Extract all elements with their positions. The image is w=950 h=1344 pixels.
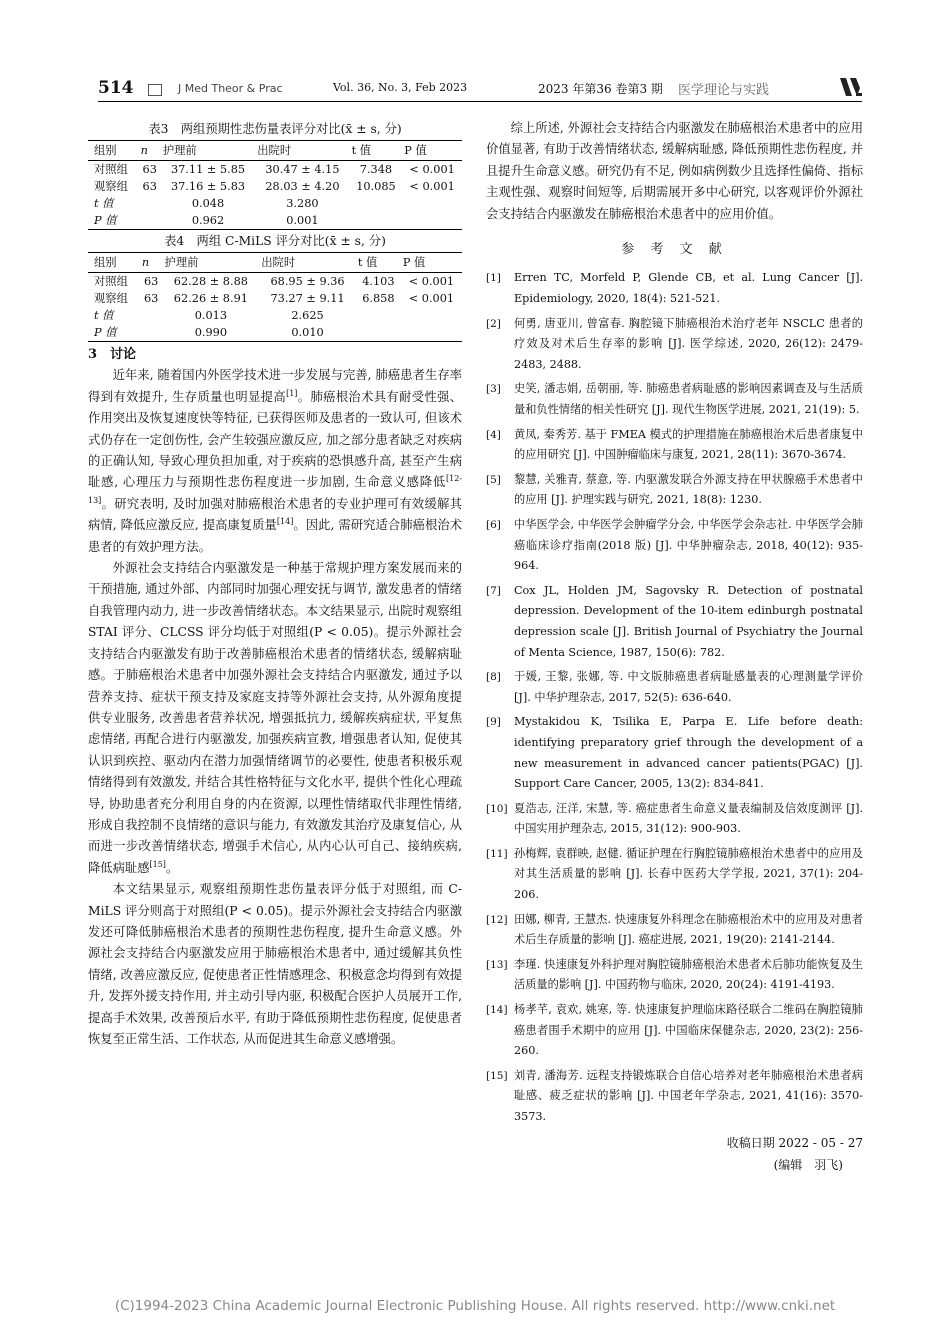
table-header-row — [88, 253, 462, 273]
table-cell: 10.085 — [356, 180, 396, 193]
table-header-cell: P 值 — [401, 253, 462, 273]
reference-number: [13] — [486, 958, 508, 971]
table3 — [88, 140, 462, 230]
table-row — [88, 195, 462, 212]
table-header-cell: 组别 — [88, 253, 140, 273]
table-cell — [139, 212, 161, 230]
table-header-cell: 出院时 — [255, 141, 349, 161]
table-cell: 73.27 ± 9.11 — [270, 292, 345, 305]
reference-text: Mystakidou K, Tsilika E, Parpa E. Life before death: identifying preparatory grief through the development of a new measurement in advanced cancer patients(PGAC) [J]. Support Care Cancer, 2005, 13(2): 834-841. — [514, 715, 863, 791]
table-row — [88, 324, 462, 342]
reference-list — [486, 268, 863, 1127]
table-cell: 2.625 — [291, 309, 324, 322]
reference-item — [486, 581, 863, 663]
table-cell: 30.47 ± 4.15 — [265, 163, 340, 176]
paragraph-text: 。因此, 需研究适合肺癌根治术患者的有效护理方法。 — [88, 518, 462, 554]
table-cell: 37.16 ± 5.83 — [170, 180, 246, 193]
editor-note: (编辑 羽飞) — [773, 1157, 843, 1172]
table-row — [88, 212, 462, 230]
table-cell: 28.03 ± 4.20 — [265, 180, 340, 193]
reference-text: 何勇, 唐亚川, 曾富春. 胸腔镜下肺癌根治术治疗老年 NSCLC 患者的疗效及对术后生存率的影响 [J]. 医学综述, 2020, 26(12): 2479-2483, 2488. — [514, 316, 863, 371]
reference-number: [7] — [486, 584, 501, 597]
table-cell: 62.28 ± 8.88 — [173, 275, 248, 288]
reference-text: 夏浩志, 汪洋, 宋慧, 等. 癌症患者生命意义量表编制及信效度测评 [J]. 中国实用护理杂志, 2015, 31(12): 900-903. — [514, 801, 863, 836]
reference-item — [486, 844, 863, 906]
reference-number: [4] — [486, 428, 501, 441]
reference-text: 李瑾. 快速康复外科护理对胸腔镜肺癌根治术患者术后肺功能恢复及生活质量的影响 [J]. 中国药物与临床, 2020, 20(24): 4191-4193. — [514, 957, 863, 992]
table-row — [88, 161, 462, 179]
reference-text: 刘青, 潘海芳. 远程支持锻炼联合自信心培养对老年肺癌根治术患者病耻感、疲乏症状的影响 [J]. 中国老年学杂志, 2021, 41(16): 3570-3573. — [514, 1068, 863, 1123]
table-cell: 6.858 — [362, 292, 395, 305]
section-heading-discussion: 3 讨论 — [88, 347, 137, 362]
table-cell: 63 — [144, 292, 159, 305]
table-cell: 观察组 — [94, 180, 128, 193]
table-header-row — [88, 141, 462, 161]
table-cell: 对照组 — [94, 275, 128, 288]
references-heading: 参 考 文 献 — [621, 242, 728, 258]
table-cell: P 值 — [88, 212, 139, 230]
table-cell: 62.26 ± 8.91 — [173, 292, 248, 305]
reference-item — [486, 955, 863, 996]
table-cell — [140, 324, 163, 342]
table-cell: 对照组 — [94, 163, 128, 176]
volume-en: Vol. 36, No. 3, Feb 2023 — [333, 81, 468, 94]
table-cell: t 值 — [94, 309, 114, 322]
table-cell — [402, 195, 462, 212]
reference-item — [486, 314, 863, 376]
reference-number: [8] — [486, 671, 501, 684]
right-column — [486, 118, 863, 1176]
table4-caption: 表4 两组 C-MiLS 评分对比(x̄ ± s, 分) — [164, 234, 386, 248]
table-header-cell: t 值 — [350, 141, 403, 161]
reference-number: [11] — [486, 847, 508, 860]
square-icon — [148, 84, 162, 96]
table-header-cell: P 值 — [402, 141, 462, 161]
table-row — [88, 307, 462, 324]
reference-text: 孙梅辉, 袁群映, 赵健. 循证护理在行胸腔镜肺癌根治术患者中的应用及对其生活质量的影响 [J]. 长春中医药大学学报, 2021, 37(1): 204-206. — [514, 846, 863, 902]
citation: [12-13] — [88, 474, 462, 505]
table-cell: 7.348 — [359, 163, 393, 176]
table-row — [88, 273, 462, 291]
discussion-paragraph-2 — [88, 558, 462, 879]
table-cell — [402, 212, 462, 230]
table-cell: 63 — [142, 163, 157, 176]
journal-name-en: J Med Theor & Prac — [178, 82, 283, 95]
table-header-cell: 组别 — [88, 141, 139, 161]
reference-number: [3] — [486, 383, 501, 396]
table-cell: 63 — [142, 180, 157, 193]
left-column — [88, 118, 462, 1050]
paragraph-text: 外源社会支持结合内驱激发是一种基于常规护理方案发展而来的干预措施, 通过外部、内部同时加强心理安抚与调节, 激发患者的情绪自我管理内动力, 进一步改善情绪状态。本文结果显示, 出院时观察组 STAI 评分、CLCSS 评分均低于对照组(P < 0.05)。提示外源社会支持结合内驱激发有助于改善肺癌根治术患者的情绪状态, 缓解病耻感。于肺癌根治术患者中加强外源社会支持结合内驱激发, 通过予以营养支持、症状干预支持及家庭支持等外源社会支持, 从外源角度提供专业服务, 改善患者营养状况, 增强抵抗力, 缓解疾病症状, 平复焦虑情绪, 再配合进行内驱激发, 加强疾病宣教, 增强患者认知, 促使其认识到疾控、驱动内在潜力加强情绪调节的必要性, 使患者积极乐观情绪得到有效激发, 并结合其性格特征与文化水平, 提供个性化心理疏导, 协助患者充分利用自身的内在资源, 以理性情绪取代非理性情绪, 形成自我控制不良情绪的意识与能力, 有效激发其治疗及康复信心, 从而进一步改善情绪状态, 增强手术信心, 从内心认可自己、接纳疾病, 降低病耻感 — [88, 561, 462, 875]
reference-number: [12] — [486, 913, 508, 926]
table-cell — [139, 195, 161, 212]
reference-text: 田娜, 柳青, 王慧杰. 快速康复外科理念在肺癌根治术中的应用及对患者术后生存质量的影响 [J]. 癌症进展, 2021, 19(20): 2141-2144. — [514, 912, 863, 947]
reference-item — [486, 712, 863, 794]
reference-number: [1] — [486, 272, 501, 285]
page-number: 514 — [98, 78, 134, 98]
discussion-paragraph-1 — [88, 365, 462, 558]
table-cell: 4.103 — [362, 275, 395, 288]
table-cell — [350, 195, 403, 212]
table-cell: < 0.001 — [408, 275, 455, 288]
table-cell: < 0.001 — [409, 180, 455, 193]
reference-item — [486, 1000, 863, 1062]
reference-item — [486, 910, 863, 951]
table-cell: 0.001 — [255, 212, 349, 230]
volume-cn: 2023 年第36 卷第3 期 — [538, 82, 663, 96]
table-cell — [401, 307, 462, 324]
citation: [1] — [286, 388, 298, 398]
table-cell: t 值 — [94, 197, 114, 210]
reference-text: 史笑, 潘志娟, 岳朝丽, 等. 肺癌患者病耻感的影响因素调查及与生活质量和负性情绪的相关性研究 [J]. 现代生物医学进展, 2021, 21(19): 5. — [514, 382, 863, 416]
table-cell: 观察组 — [94, 292, 128, 305]
reference-text: 于媛, 王黎, 张娜, 等. 中文版肺癌患者病耻感量表的心理测量学评价 [J]. 中华护理杂志, 2017, 52(5): 636-640. — [514, 670, 863, 704]
paragraph-text: 近年来, 随着国内外医学技术进一步发展与完善, 肺癌患者生存率得到有效提升, 生存质量也明显提高 — [88, 368, 462, 404]
reference-item — [486, 268, 863, 309]
table-header-cell: 护理前 — [161, 141, 255, 161]
reference-item — [486, 1066, 863, 1128]
table-header-cell: n — [140, 253, 163, 273]
paragraph-text: 。研究表明, 及时加强对肺癌根治术患者的专业护理可有效缓解其病情, 降低应激反应, 提高康复质量 — [88, 496, 462, 533]
citation: [15] — [149, 859, 166, 869]
table-cell: 0.013 — [194, 309, 228, 322]
reference-item — [486, 667, 863, 708]
table-cell: 0.990 — [163, 324, 260, 342]
table-header-cell: 出院时 — [259, 253, 356, 273]
table3-caption: 表3 两组预期性悲伤量表评分对比(x̄ ± s, 分) — [148, 122, 402, 136]
table-cell: 0.010 — [259, 324, 356, 342]
journal-name-cn: 医学理论与实践 — [678, 83, 770, 98]
reference-number: [14] — [486, 1004, 508, 1017]
table-cell — [401, 324, 462, 342]
table-cell: 3.280 — [286, 197, 319, 210]
reference-number: [6] — [486, 518, 501, 531]
reference-item — [486, 470, 863, 511]
conclusion-paragraph: 综上所述, 外源社会支持结合内驱激发在肺癌根治术患者中的应用价值显著, 有助于改善情绪状态, 缓解病耻感, 降低预期性悲伤程度, 并且提升生命意义感。研究仍有不足, 例如病例数少且选择性偏倚、指标主观性强、观察时间短等, 后期需展开多中心研究, 以客观评价外源社会支持结合内驱激发在肺癌根治术患者中的应用价值。 — [486, 121, 863, 221]
table-row — [88, 290, 462, 307]
reference-text: 杨孝芊, 袁欢, 姚寒, 等. 快速康复护理临床路径联合二维码在胸腔镜肺癌患者围手术期中的应用 [J]. 中国临床保健杂志, 2020, 23(2): 256-260. — [514, 1003, 863, 1058]
table-header-cell: n — [139, 141, 161, 161]
reference-item — [486, 799, 863, 840]
reference-number: [5] — [486, 473, 501, 486]
table-cell — [140, 307, 163, 324]
table-cell: 0.048 — [191, 197, 225, 210]
citation: [14] — [276, 517, 294, 527]
reference-item — [486, 425, 863, 466]
table-cell: 37.11 ± 5.85 — [170, 163, 246, 176]
copyright-footer: (C)1994-2023 China Academic Journal Electronic Publishing House. All rights reserved. http://www.cnki.net — [114, 1298, 836, 1314]
reference-item — [486, 379, 863, 420]
reference-text: 中华医学会, 中华医学会肿瘤学分会, 中华医学会杂志社. 中华医学会肺癌临床诊疗指南(2018 版) [J]. 中华肿瘤杂志, 2018, 40(12): 935-964. — [514, 517, 863, 573]
table-cell: 0.962 — [161, 212, 255, 230]
table-cell: < 0.001 — [408, 292, 455, 305]
received-date: 收稿日期 2022 - 05 - 27 — [726, 1135, 863, 1150]
table-row — [88, 178, 462, 195]
reference-text: Cox JL, Holden JM, Sagovsky R. Detection of postnatal depression. Development of the 10-item edinburgh postnatal depression scale [J]. British Journal of Psychiatry the Journal of Menta Science, 1987, 150(6): 782. — [514, 583, 863, 659]
running-header — [98, 78, 862, 100]
reference-text: 黎慧, 关雅青, 蔡意, 等. 内驱激发联合外源支持在甲状腺癌手术患者中的应用 [J]. 护理实践与研究, 2021, 18(8): 1230. — [514, 472, 863, 507]
table-cell: 63 — [144, 275, 159, 288]
reference-number: [15] — [486, 1069, 508, 1082]
table-header-cell: 护理前 — [163, 253, 260, 273]
table-header-cell: t 值 — [356, 253, 401, 273]
table-cell — [356, 324, 401, 342]
journal-logo-icon — [838, 76, 862, 98]
paragraph-text: 。 — [165, 860, 179, 875]
discussion-paragraph-3: 本文结果显示, 观察组预期性悲伤量表评分低于对照组, 而 C-MiLS 评分则高于对照组(P < 0.05)。提示外源社会支持结合内驱激发还可降低肺癌根治术患者的预期性悲伤程度, 提升生命意义感。外源社会支持结合内驱激发应用于肺癌根治术患者中, 通过缓解其负性情绪, 改善应激反应, 促使患者正性情感理念、积极意念均得到有效提升, 发挥外援支持作用, 并主动引导内驱, 积极配合医护人员展开工作, 提高手术效果, 改善预后水平, 有助于降低预期性悲伤程度, 促使患者恢复至正常生活、工作状态, 从而促进其生命意义感增强。 — [88, 882, 462, 1046]
reference-text: Erren TC, Morfeld P, Glende CB, et al. Lung Cancer [J]. Epidemiology, 2020, 18(4): 521-521. — [514, 271, 863, 306]
table-cell — [350, 212, 403, 230]
table-cell — [356, 307, 401, 324]
reference-number: [2] — [486, 317, 501, 330]
reference-number: [9] — [486, 716, 501, 729]
reference-number: [10] — [486, 802, 508, 815]
header-rule — [98, 101, 862, 102]
table-cell: P 值 — [88, 324, 140, 342]
paragraph-text: 。肺癌根治术具有耐受性强、作用突出及恢复速度快等特征, 已获得医师及患者的一致认可, 但该术式仍存在一定创伤性, 会产生较强应激反应, 加之部分患者缺乏对疾病的正确认知, 导致心理负担加重, 对于疾病的恐惧感升高, 甚至产生病耻感, 心理压力与预期性悲伤程度进一步加剧, 生命意义感降低 — [88, 389, 462, 490]
table-cell: < 0.001 — [409, 163, 455, 176]
table4 — [88, 252, 462, 342]
reference-text: 黄凤, 秦秀芳. 基于 FMEA 模式的护理措施在肺癌根治术后患者康复中的应用研究 [J]. 中国肿瘤临床与康复, 2021, 28(11): 3670-3674. — [514, 427, 863, 462]
reference-item — [486, 515, 863, 577]
table-cell: 68.95 ± 9.36 — [270, 275, 345, 288]
